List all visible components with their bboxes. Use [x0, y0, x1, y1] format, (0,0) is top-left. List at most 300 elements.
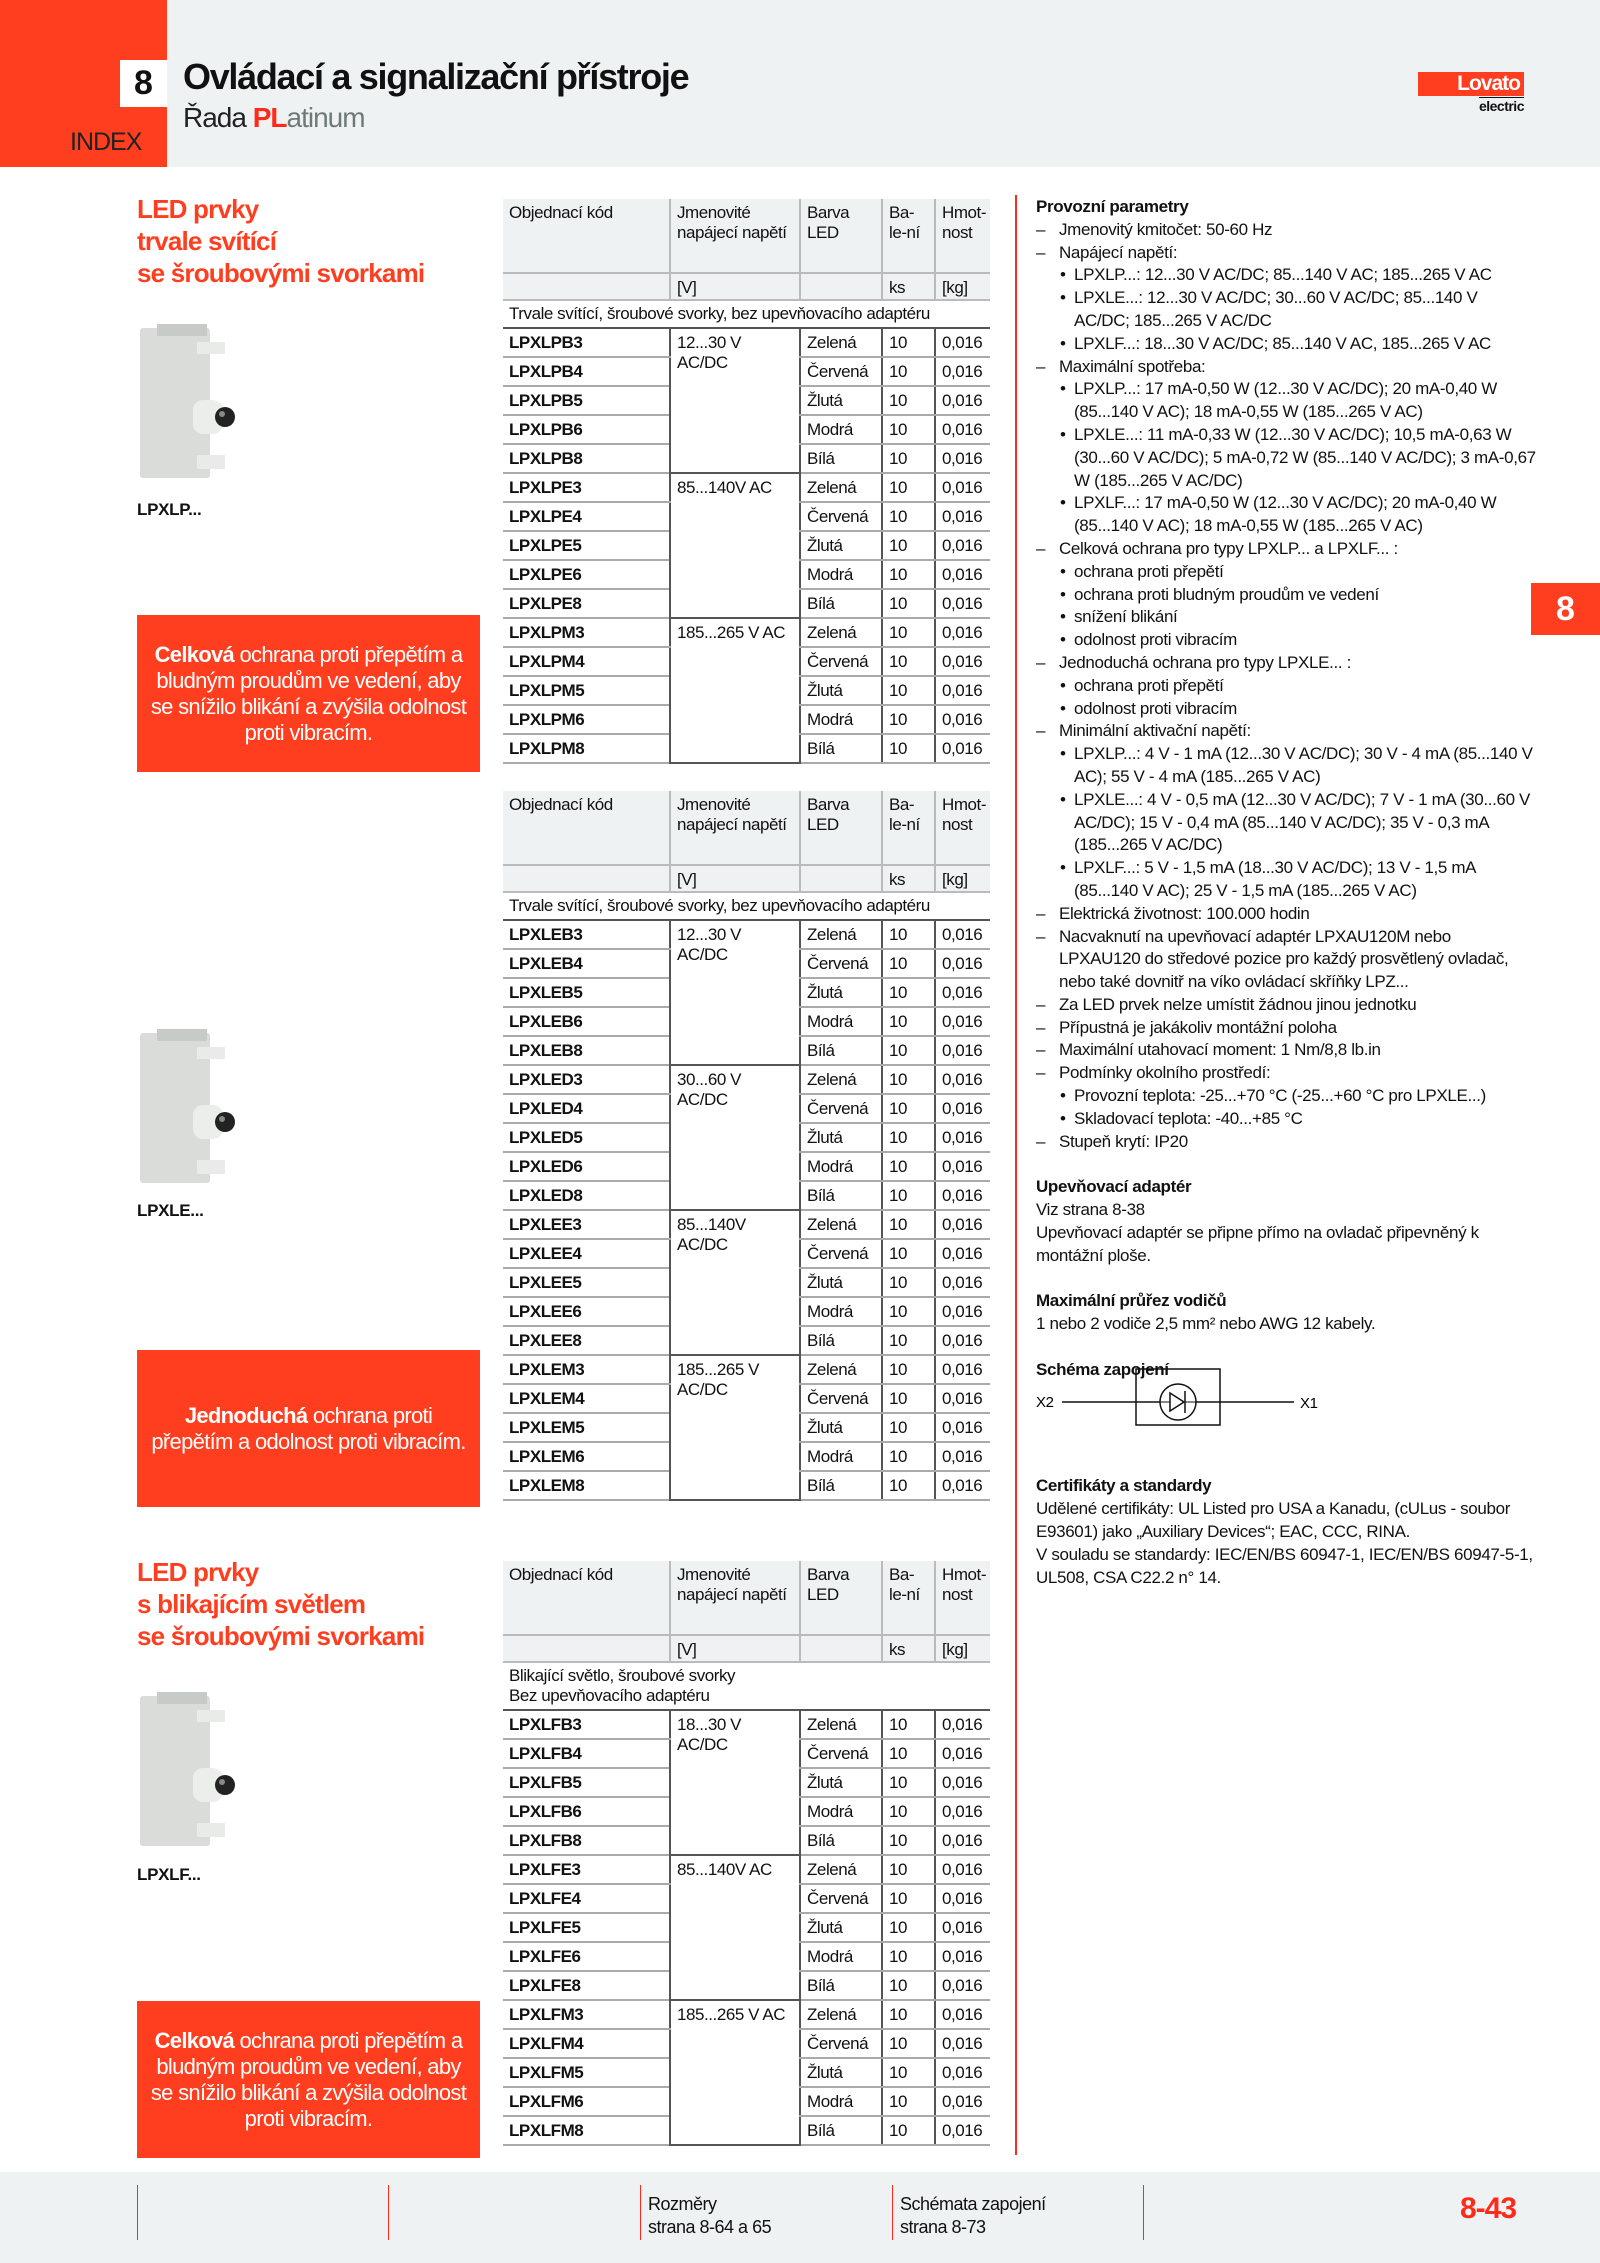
led-color: Žlutá — [800, 1913, 882, 1942]
pack-qty: 10 — [882, 1855, 935, 1884]
led-color: Zelená — [800, 1855, 882, 1884]
pack-qty: 10 — [882, 647, 935, 676]
led-color: Bílá — [800, 1036, 882, 1065]
order-code: LPXLPB8 — [503, 444, 670, 473]
section-heading-steady — [137, 193, 424, 289]
heading-line: trvale svítící — [137, 226, 277, 256]
led-color: Zelená — [800, 1710, 882, 1739]
weight: 0,016 — [935, 589, 990, 618]
feature-box — [137, 2001, 480, 2158]
column-header: Ba-le-ní — [882, 791, 935, 865]
column-unit: [V] — [670, 273, 800, 300]
table-row — [503, 1355, 990, 1384]
column-header: Barva LED — [800, 791, 882, 865]
rated-voltage: 12...30 V AC/DC — [670, 920, 800, 1065]
column-header: Barva LED — [800, 1561, 882, 1635]
order-code: LPXLFB3 — [503, 1710, 670, 1739]
spec-line: • ochrana proti přepětí — [1036, 561, 1536, 584]
heading-line: LED prvky — [137, 1557, 259, 1587]
spec-line: 1 nebo 2 vodiče 2,5 mm² nebo AWG 12 kabely. — [1036, 1314, 1376, 1334]
order-code: LPXLFM6 — [503, 2087, 670, 2116]
pack-qty: 10 — [882, 676, 935, 705]
weight: 0,016 — [935, 949, 990, 978]
spec-line: • LPXLF...: 17 mA-0,50 W (12...30 V AC/DC); 20 mA-0,40 W (85...140 V AC); 18 mA-0,55 W (185...265 V AC) — [1036, 492, 1536, 538]
pack-qty: 10 — [882, 2058, 935, 2087]
weight: 0,016 — [935, 734, 990, 763]
column-unit: [kg] — [935, 865, 990, 892]
led-color: Žlutá — [800, 2058, 882, 2087]
pack-qty: 10 — [882, 1971, 935, 2000]
weight: 0,016 — [935, 1797, 990, 1826]
weight: 0,016 — [935, 1413, 990, 1442]
weight: 0,016 — [935, 1181, 990, 1210]
column-unit: [V] — [670, 865, 800, 892]
pack-qty: 10 — [882, 560, 935, 589]
column-header: Jmenovité napájecí napětí — [670, 791, 800, 865]
pack-qty: 10 — [882, 2029, 935, 2058]
led-color: Bílá — [800, 1326, 882, 1355]
order-code: LPXLPE5 — [503, 531, 670, 560]
spec-line: • odolnost proti vibracím — [1036, 698, 1536, 721]
pack-qty: 10 — [882, 444, 935, 473]
spec-line: – Maximální spotřeba: — [1036, 356, 1536, 379]
weight: 0,016 — [935, 647, 990, 676]
spec-line: • LPXLF...: 5 V - 1,5 mA (18...30 V AC/DC); 13 V - 1,5 mA (85...140 V AC); 25 V - 1,5 mA (185...265 V AC) — [1036, 857, 1536, 903]
column-unit — [503, 1635, 670, 1662]
pack-qty: 10 — [882, 1913, 935, 1942]
weight: 0,016 — [935, 415, 990, 444]
weight: 0,016 — [935, 618, 990, 647]
spec-line: – Nacvaknutí na upevňovací adaptér LPXAU120M nebo LPXAU120 do středové pozice pro každý prosvětlený ovladač, nebo také dovnitř na víko ovládací skříňky LPZ... — [1036, 926, 1536, 994]
led-color: Modrá — [800, 2087, 882, 2116]
table-row — [503, 2000, 990, 2029]
spec-line: – Podmínky okolního prostředí: — [1036, 1062, 1536, 1085]
feature-box — [137, 1350, 480, 1507]
table-row — [503, 1210, 990, 1239]
section-heading-flashing — [137, 1556, 424, 1652]
order-code: LPXLEE3 — [503, 1210, 670, 1239]
lovato-logo: Lovato — [1418, 72, 1524, 96]
order-code: LPXLEB6 — [503, 1007, 670, 1036]
table-header-row — [503, 791, 990, 865]
column-header: Jmenovité napájecí napětí — [670, 199, 800, 273]
weight: 0,016 — [935, 1355, 990, 1384]
rated-voltage: 85...140V AC/DC — [670, 1210, 800, 1355]
pack-qty: 10 — [882, 2087, 935, 2116]
weight: 0,016 — [935, 502, 990, 531]
footer-link-title: Rozměry — [648, 2194, 717, 2214]
order-code: LPXLPM3 — [503, 618, 670, 647]
led-color: Červená — [800, 2029, 882, 2058]
weight: 0,016 — [935, 1297, 990, 1326]
pack-qty: 10 — [882, 734, 935, 763]
column-unit — [800, 1635, 882, 1662]
column-unit — [503, 273, 670, 300]
table-row — [503, 618, 990, 647]
column-header: Hmot-nost — [935, 1561, 990, 1635]
column-unit — [800, 273, 882, 300]
feature-box-bold: Celková — [154, 641, 235, 667]
order-code: LPXLFE8 — [503, 1971, 670, 2000]
column-header: Ba-le-ní — [882, 1561, 935, 1635]
pack-qty: 10 — [882, 1768, 935, 1797]
pack-qty: 10 — [882, 1355, 935, 1384]
terminal-x1: X1 — [1300, 1395, 1318, 1413]
order-code: LPXLEE4 — [503, 1239, 670, 1268]
order-code: LPXLEB3 — [503, 920, 670, 949]
led-color: Červená — [800, 1094, 882, 1123]
led-color: Červená — [800, 1739, 882, 1768]
weight: 0,016 — [935, 1094, 990, 1123]
led-color: Zelená — [800, 920, 882, 949]
pack-qty: 10 — [882, 2116, 935, 2145]
weight: 0,016 — [935, 676, 990, 705]
order-code: LPXLPE6 — [503, 560, 670, 589]
spec-line: V souladu se standardy: IEC/EN/BS 60947-1, IEC/EN/BS 60947-5-1, UL508, CSA C22.2 n° 14. — [1036, 1544, 1533, 1587]
feature-box-bold: Jednoduchá — [184, 1402, 308, 1428]
column-unit: [V] — [670, 1635, 800, 1662]
product-image-lpxle — [137, 1025, 237, 1195]
rated-voltage: 30...60 V AC/DC — [670, 1065, 800, 1210]
weight: 0,016 — [935, 1471, 990, 1500]
pack-qty: 10 — [882, 1413, 935, 1442]
feature-box — [137, 615, 480, 772]
footer-divider — [892, 2185, 893, 2240]
weight: 0,016 — [935, 473, 990, 502]
footer-link-page: strana 8-64 a 65 — [648, 2217, 772, 2237]
led-color: Žlutá — [800, 1413, 882, 1442]
order-code: LPXLEM5 — [503, 1413, 670, 1442]
product-table-lpxlp — [503, 199, 990, 764]
column-header: Objednací kód — [503, 791, 670, 865]
weight: 0,016 — [935, 2000, 990, 2029]
order-code: LPXLPM5 — [503, 676, 670, 705]
footer-link-wiring[interactable] — [900, 2193, 1046, 2239]
order-code: LPXLPB4 — [503, 357, 670, 386]
page-subtitle — [183, 102, 365, 134]
order-code: LPXLFB6 — [503, 1797, 670, 1826]
pack-qty: 10 — [882, 2000, 935, 2029]
pack-qty: 10 — [882, 415, 935, 444]
led-color: Červená — [800, 1239, 882, 1268]
weight: 0,016 — [935, 1913, 990, 1942]
led-color: Bílá — [800, 1181, 882, 1210]
led-color: Modrá — [800, 1442, 882, 1471]
order-code: LPXLPM4 — [503, 647, 670, 676]
order-code: LPXLFM3 — [503, 2000, 670, 2029]
spec-line: – Jmenovitý kmitočet: 50-60 Hz — [1036, 219, 1536, 242]
table-row — [503, 328, 990, 357]
order-code: LPXLED4 — [503, 1094, 670, 1123]
pack-qty: 10 — [882, 357, 935, 386]
led-color: Žlutá — [800, 978, 882, 1007]
spec-line: • odolnost proti vibracím — [1036, 629, 1536, 652]
weight: 0,016 — [935, 1971, 990, 2000]
column-unit: ks — [882, 865, 935, 892]
spec-heading: Upevňovací adaptér — [1036, 1177, 1192, 1197]
weight: 0,016 — [935, 1826, 990, 1855]
column-unit: [kg] — [935, 1635, 990, 1662]
spec-line: – Přípustná je jakákoliv montážní poloha — [1036, 1017, 1536, 1040]
order-code: LPXLFB8 — [503, 1826, 670, 1855]
footer-divider — [640, 2185, 641, 2240]
spec-heading: Provozní parametry — [1036, 197, 1189, 216]
order-code: LPXLPB3 — [503, 328, 670, 357]
pack-qty: 10 — [882, 1123, 935, 1152]
spec-line: – Stupeň krytí: IP20 — [1036, 1131, 1536, 1154]
led-color: Bílá — [800, 589, 882, 618]
led-color: Červená — [800, 1384, 882, 1413]
column-header: Hmot-nost — [935, 199, 990, 273]
logo-sub-text: electric — [1478, 98, 1524, 114]
weight: 0,016 — [935, 1210, 990, 1239]
product-label: LPXLP... — [137, 500, 202, 519]
pack-qty: 10 — [882, 1268, 935, 1297]
led-color: Žlutá — [800, 531, 882, 560]
wiring-diagram — [1036, 1381, 1356, 1461]
led-color: Modrá — [800, 1797, 882, 1826]
table-section-label: Trvale svítící, šroubové svorky, bez upevňovacího adaptéru — [503, 892, 990, 920]
order-code: LPXLEM6 — [503, 1442, 670, 1471]
led-color: Zelená — [800, 1355, 882, 1384]
led-color: Žlutá — [800, 1123, 882, 1152]
weight: 0,016 — [935, 1268, 990, 1297]
table-units-row — [503, 865, 990, 892]
weight: 0,016 — [935, 531, 990, 560]
weight: 0,016 — [935, 1326, 990, 1355]
feature-box-bold: Celková — [154, 2027, 235, 2053]
weight: 0,016 — [935, 560, 990, 589]
led-color: Žlutá — [800, 386, 882, 415]
led-color: Zelená — [800, 1065, 882, 1094]
order-code: LPXLFE4 — [503, 1884, 670, 1913]
column-header: Barva LED — [800, 199, 882, 273]
led-color: Modrá — [800, 415, 882, 444]
pack-qty: 10 — [882, 1739, 935, 1768]
pack-qty: 10 — [882, 618, 935, 647]
product-table-lpxle — [503, 791, 990, 1501]
product-image-lpxlp — [137, 320, 237, 490]
spec-line: – Napájecí napětí: — [1036, 242, 1536, 265]
weight: 0,016 — [935, 328, 990, 357]
spec-line: – Celková ochrana pro typy LPXLP... a LPXLF... : — [1036, 538, 1536, 561]
led-color: Bílá — [800, 1826, 882, 1855]
spec-line: • Provozní teplota: -25...+70 °C (-25...+60 °C pro LPXLE...) — [1036, 1085, 1536, 1108]
column-header: Objednací kód — [503, 1561, 670, 1635]
order-code: LPXLPM8 — [503, 734, 670, 763]
order-code: LPXLED5 — [503, 1123, 670, 1152]
spec-line: • LPXLP...: 17 mA-0,50 W (12...30 V AC/DC); 20 mA-0,40 W (85...140 V AC); 18 mA-0,55 W (185...265 V AC) — [1036, 378, 1536, 424]
spec-line: • snížení blikání — [1036, 606, 1536, 629]
order-code: LPXLEM8 — [503, 1471, 670, 1500]
heading-line: s blikajícím světlem — [137, 1589, 366, 1619]
order-code: LPXLFM5 — [503, 2058, 670, 2087]
pack-qty: 10 — [882, 1710, 935, 1739]
order-code: LPXLEB4 — [503, 949, 670, 978]
led-color: Bílá — [800, 444, 882, 473]
subtitle-pl: PL — [252, 102, 287, 133]
table-section-row — [503, 1662, 990, 1710]
pack-qty: 10 — [882, 1007, 935, 1036]
rated-voltage: 18...30 V AC/DC — [670, 1710, 800, 1855]
pack-qty: 10 — [882, 1036, 935, 1065]
spec-line: Upevňovací adaptér se připne přímo na ovladač připevněný k montážní ploše. — [1036, 1222, 1479, 1265]
rated-voltage: 185...265 V AC/DC — [670, 1355, 800, 1500]
terminal-x2: X2 — [1036, 1394, 1054, 1412]
led-color: Zelená — [800, 2000, 882, 2029]
weight: 0,016 — [935, 978, 990, 1007]
order-code: LPXLED3 — [503, 1065, 670, 1094]
order-code: LPXLFB5 — [503, 1768, 670, 1797]
weight: 0,016 — [935, 1065, 990, 1094]
column-unit — [800, 865, 882, 892]
rated-voltage: 85...140V AC — [670, 1855, 800, 2000]
spacer — [1036, 1153, 1536, 1176]
led-color: Modrá — [800, 560, 882, 589]
spec-line: • LPXLE...: 11 mA-0,33 W (12...30 V AC/DC); 10,5 mA-0,63 W (30...60 V AC/DC); 5 mA-0,72 W (85...140 V AC/DC); 3 mA-0,67 W (185...265 V AC/DC) — [1036, 424, 1536, 492]
pack-qty: 10 — [882, 1239, 935, 1268]
spec-line: • Skladovací teplota: -40...+85 °C — [1036, 1108, 1536, 1131]
spacer — [1036, 1267, 1536, 1290]
table-row — [503, 1065, 990, 1094]
pack-qty: 10 — [882, 978, 935, 1007]
pack-qty: 10 — [882, 1942, 935, 1971]
table-units-row — [503, 273, 990, 300]
spec-line: • LPXLE...: 12...30 V AC/DC; 30...60 V AC/DC; 85...140 V AC/DC; 185...265 V AC/DC — [1036, 287, 1536, 333]
led-color: Žlutá — [800, 1268, 882, 1297]
led-color: Červená — [800, 647, 882, 676]
product-table-lpxlf — [503, 1561, 990, 2146]
order-code: LPXLED6 — [503, 1152, 670, 1181]
order-code: LPXLFM8 — [503, 2116, 670, 2145]
order-code: LPXLFB4 — [503, 1739, 670, 1768]
pack-qty: 10 — [882, 1065, 935, 1094]
heading-line: LED prvky — [137, 194, 259, 224]
table-section-label: Trvale svítící, šroubové svorky, bez upevňovacího adaptéru — [503, 300, 990, 328]
order-code: LPXLFE5 — [503, 1913, 670, 1942]
pack-qty: 10 — [882, 705, 935, 734]
weight: 0,016 — [935, 705, 990, 734]
weight: 0,016 — [935, 386, 990, 415]
led-color: Modrá — [800, 1942, 882, 1971]
order-code: LPXLFM4 — [503, 2029, 670, 2058]
weight: 0,016 — [935, 2058, 990, 2087]
pack-qty: 10 — [882, 1884, 935, 1913]
footer-divider — [388, 2185, 389, 2240]
lovato-logo-sub — [1418, 98, 1524, 114]
weight: 0,016 — [935, 1007, 990, 1036]
rated-voltage: 85...140V AC — [670, 473, 800, 618]
led-color: Červená — [800, 1884, 882, 1913]
led-color: Modrá — [800, 1007, 882, 1036]
footer-link-dimensions[interactable] — [648, 2193, 771, 2239]
feature-box-text: ochrana proti přepětím a bludným proudům ve vedení, aby se snížilo blikání a zvýšila odolnost proti vibracím. — [150, 2027, 467, 2131]
page-footer — [0, 2172, 1600, 2263]
spec-line: • LPXLF...: 18...30 V AC/DC; 85...140 V AC, 185...265 V AC — [1036, 333, 1536, 356]
column-header: Hmot-nost — [935, 791, 990, 865]
column-divider — [1015, 195, 1017, 2155]
pack-qty: 10 — [882, 328, 935, 357]
weight: 0,016 — [935, 2087, 990, 2116]
order-code: LPXLFE3 — [503, 1855, 670, 1884]
pack-qty: 10 — [882, 1826, 935, 1855]
order-code: LPXLPB5 — [503, 386, 670, 415]
weight: 0,016 — [935, 1855, 990, 1884]
weight: 0,016 — [935, 1884, 990, 1913]
weight: 0,016 — [935, 1123, 990, 1152]
spec-heading: Maximální průřez vodičů — [1036, 1291, 1227, 1311]
led-color: Bílá — [800, 1471, 882, 1500]
table-row — [503, 920, 990, 949]
subtitle-prefix: Řada — [183, 102, 253, 133]
pack-qty: 10 — [882, 949, 935, 978]
weight: 0,016 — [935, 1768, 990, 1797]
order-code: LPXLEB5 — [503, 978, 670, 1007]
led-color: Modrá — [800, 1297, 882, 1326]
led-color: Žlutá — [800, 676, 882, 705]
weight: 0,016 — [935, 1942, 990, 1971]
pack-qty: 10 — [882, 1326, 935, 1355]
chapter-side-tab[interactable]: 8 — [1531, 583, 1600, 635]
led-color: Červená — [800, 502, 882, 531]
order-code: LPXLPM6 — [503, 705, 670, 734]
column-header: Jmenovité napájecí napětí — [670, 1561, 800, 1635]
spec-line: • ochrana proti bludným proudům ve vedení — [1036, 584, 1536, 607]
order-code: LPXLEB8 — [503, 1036, 670, 1065]
spec-line: Viz strana 8-38 — [1036, 1200, 1145, 1220]
table-section-label: Blikající světlo, šroubové svorky Bez upevňovacího adaptéru — [503, 1662, 990, 1710]
weight: 0,016 — [935, 920, 990, 949]
led-color: Červená — [800, 357, 882, 386]
spec-line: – Za LED prvek nelze umístit žádnou jinou jednotku — [1036, 994, 1536, 1017]
spec-line: – Maximální utahovací moment: 1 Nm/8,8 lb.in — [1036, 1039, 1536, 1062]
order-code: LPXLEE6 — [503, 1297, 670, 1326]
order-code: LPXLFE6 — [503, 1942, 670, 1971]
order-code: LPXLEM4 — [503, 1384, 670, 1413]
led-color: Žlutá — [800, 1768, 882, 1797]
led-color: Bílá — [800, 1971, 882, 2000]
spec-line: Udělené certifikáty: UL Listed pro USA a Kanadu, (cULus - soubor E93601) jako „Auxiliary Devices“; EAC, CCC, RINA. — [1036, 1499, 1511, 1542]
feature-box-text: ochrana proti přepětím a odolnost proti vibracím. — [151, 1402, 466, 1454]
spec-line: – Jednoduchá ochrana pro typy LPXLE... : — [1036, 652, 1536, 675]
table-header-row — [503, 1561, 990, 1635]
order-code: LPXLEE8 — [503, 1326, 670, 1355]
specifications — [1036, 196, 1536, 1589]
page-title: Ovládací a signalizační přístroje — [183, 56, 689, 97]
table-row — [503, 1710, 990, 1739]
heading-line: se šroubovými svorkami — [137, 258, 425, 288]
page-number: 8-43 — [1460, 2192, 1517, 2225]
pack-qty: 10 — [882, 1384, 935, 1413]
table-units-row — [503, 1635, 990, 1662]
order-code: LPXLPE8 — [503, 589, 670, 618]
pack-qty: 10 — [882, 1442, 935, 1471]
column-unit: ks — [882, 273, 935, 300]
pack-qty: 10 — [882, 473, 935, 502]
column-unit: [kg] — [935, 273, 990, 300]
weight: 0,016 — [935, 1036, 990, 1065]
index-link[interactable]: INDEX — [70, 128, 142, 156]
spec-line: • LPXLP...: 12...30 V AC/DC; 85...140 V AC; 185...265 V AC — [1036, 264, 1536, 287]
weight: 0,016 — [935, 1384, 990, 1413]
led-color: Zelená — [800, 473, 882, 502]
rated-voltage: 12...30 V AC/DC — [670, 328, 800, 473]
subtitle-rest: atinum — [286, 102, 365, 133]
table-header-row — [503, 199, 990, 273]
footer-link-title: Schémata zapojení — [900, 2194, 1046, 2214]
spec-line: • ochrana proti přepětí — [1036, 675, 1536, 698]
product-image-lpxlf — [137, 1688, 237, 1858]
